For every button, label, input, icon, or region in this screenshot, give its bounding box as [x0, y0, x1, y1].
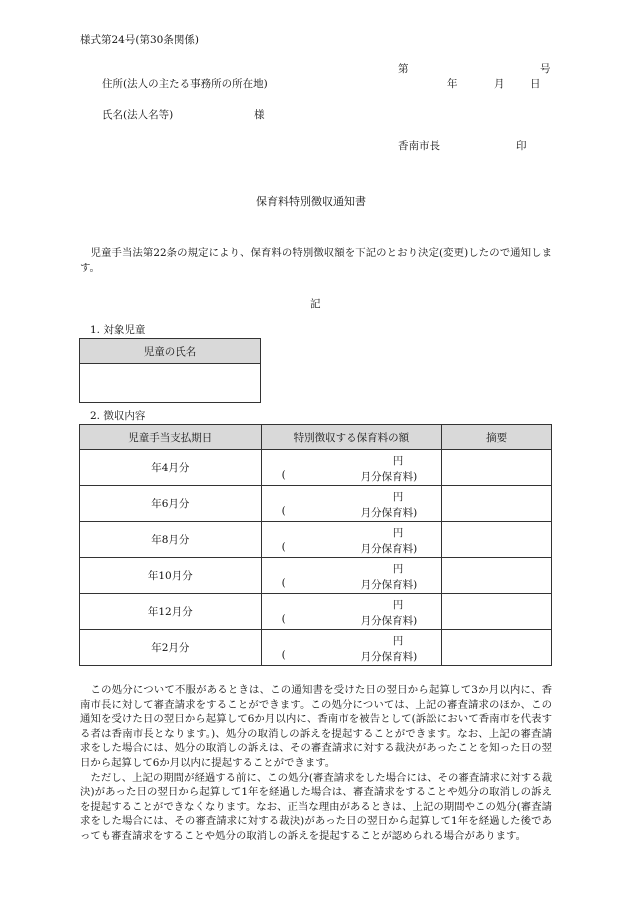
- collection-table: [79, 424, 552, 666]
- amount-cell[interactable]: [261, 558, 442, 594]
- number-prefix: 第: [398, 63, 409, 75]
- remarks-cell[interactable]: [442, 486, 552, 522]
- name-label: 氏名(法人名等): [102, 109, 174, 121]
- section2-heading: 2. 徴収内容: [90, 410, 146, 422]
- period-cell: 年6月分: [80, 486, 262, 522]
- remarks-cell[interactable]: [442, 558, 552, 594]
- paren-open: (: [281, 505, 286, 517]
- appeal-notice: [80, 683, 552, 844]
- appeal-paragraph-1: この処分について不服があるときは、この通知書を受けた日の翌日から起算して3か月以内に、香南市長に対して審査請求をすることができます。この処分については、上記の審査請求のほか、この通知を受けた日の翌日から起算して6か月以内に、香南市を被告として(訴訟において香南市を代表する者は香南市長となります。)、処分の取消しの訴えを提起することができます。なお、上記の審査請求をした場合には、処分の取消しの訴えは、その審査請求に対する裁決があったことを知った日の翌日から起算して6か月以内に提起することができます。: [80, 684, 552, 769]
- amount-cell[interactable]: [261, 522, 442, 558]
- date-day: 日: [530, 78, 541, 90]
- monthly-label: 月分保育料): [360, 507, 418, 519]
- paren-open: (: [281, 469, 286, 481]
- number-suffix: 号: [540, 63, 551, 75]
- period-cell: 年8月分: [80, 522, 262, 558]
- table-row: [80, 558, 552, 594]
- remarks-cell[interactable]: [442, 450, 552, 486]
- monthly-label: 月分保育料): [360, 651, 418, 663]
- monthly-label: 月分保育料): [360, 543, 418, 555]
- monthly-label: 月分保育料): [360, 579, 418, 591]
- monthly-label: 月分保育料): [360, 471, 418, 483]
- intro-text: 児童手当法第22条の規定により、保育料の特別徴収額を下記のとおり決定(変更)したので通知します。: [80, 247, 552, 274]
- col-payment-date: 児童手当支払期日: [80, 425, 262, 450]
- table-row: [80, 450, 552, 486]
- paren-open: (: [281, 613, 286, 625]
- paren-open: (: [281, 649, 286, 661]
- section1-heading: 1. 対象児童: [90, 324, 146, 336]
- paren-open: (: [281, 577, 286, 589]
- child-name-header: 児童の氏名: [80, 339, 261, 364]
- document-title: 保育料特別徴収通知書: [256, 195, 366, 208]
- yen-label: 円: [392, 599, 404, 611]
- seal-label: 印: [516, 140, 527, 152]
- paren-open: (: [281, 541, 286, 553]
- monthly-label: 月分保育料): [360, 615, 418, 627]
- yen-label: 円: [392, 635, 404, 647]
- table-row: [80, 630, 552, 666]
- amount-cell[interactable]: [261, 594, 442, 630]
- period-cell: 年4月分: [80, 450, 262, 486]
- table-row: [80, 486, 552, 522]
- form-id: 様式第24号(第30条関係): [80, 34, 199, 46]
- intro-paragraph: [80, 246, 552, 275]
- col-amount: 特別徴収する保育料の額: [261, 425, 442, 450]
- appeal-paragraph-2: ただし、上記の期間が経過する前に、この処分(審査請求をした場合には、その審査請求に対する裁決)があった日の翌日から起算して1年を経過した場合は、審査請求をすることや処分の取消しの訴えを提起することができなくなります。なお、正当な理由があるときは、上記の期間やこの処分(審査請求をした場合には、その審査請求に対する裁決)があった日の翌日から起算して1年を経過した後であっても審査請求をすることや処分の取消しの訴えを提起することが認められる場合があります。: [80, 771, 552, 842]
- yen-label: 円: [392, 527, 404, 539]
- remarks-cell[interactable]: [442, 594, 552, 630]
- period-cell: 年12月分: [80, 594, 262, 630]
- amount-cell[interactable]: [261, 486, 442, 522]
- table-row: [80, 594, 552, 630]
- period-cell: 年2月分: [80, 630, 262, 666]
- table-row: [80, 522, 552, 558]
- honorific: 様: [254, 109, 265, 121]
- amount-cell[interactable]: [261, 450, 442, 486]
- date-month: 月: [494, 78, 505, 90]
- child-name-cell[interactable]: [80, 364, 261, 403]
- col-remarks: 摘要: [442, 425, 552, 450]
- ki-label: 記: [310, 298, 321, 310]
- yen-label: 円: [392, 455, 404, 467]
- yen-label: 円: [392, 491, 404, 503]
- address-label: 住所(法人の主たる事務所の所在地): [102, 78, 268, 90]
- date-year: 年: [447, 78, 458, 90]
- remarks-cell[interactable]: [442, 630, 552, 666]
- child-table: [79, 338, 261, 403]
- period-cell: 年10月分: [80, 558, 262, 594]
- issuer: 香南市長: [398, 140, 440, 152]
- remarks-cell[interactable]: [442, 522, 552, 558]
- amount-cell[interactable]: [261, 630, 442, 666]
- yen-label: 円: [392, 563, 404, 575]
